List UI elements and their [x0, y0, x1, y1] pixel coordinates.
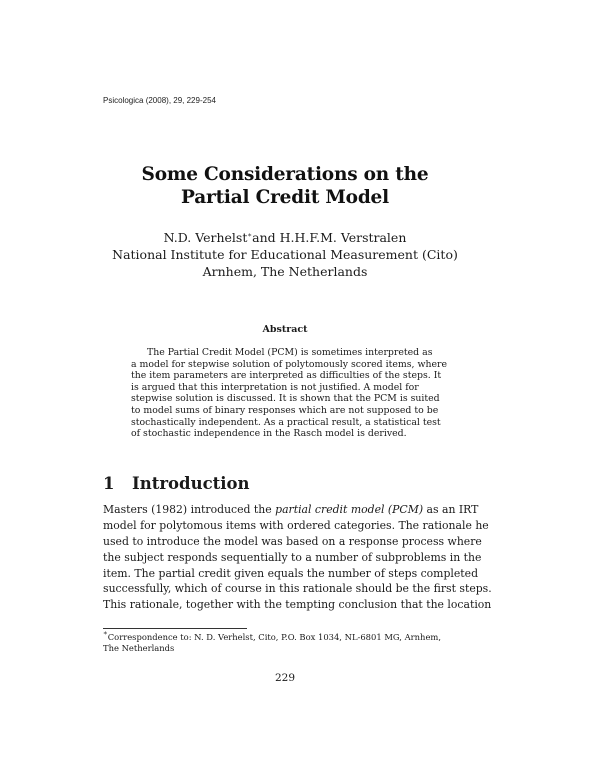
- body-line: model for polytomous items with ordered categories. The rationale he: [103, 518, 489, 532]
- body-text: [103, 502, 492, 613]
- abstract-heading: Abstract: [262, 324, 308, 335]
- abstract-line: stepwise solution is discussed. It is shown that the PCM is suited: [131, 393, 440, 405]
- term-pcm: partial credit model (PCM): [275, 503, 424, 516]
- section-number: 1: [103, 474, 115, 493]
- footnote-line: [103, 629, 465, 643]
- author-names-b: and H.H.F.M. Verstralen: [252, 230, 407, 245]
- institution: National Institute for Educational Measurement (Cito): [112, 247, 458, 262]
- body-line: the subject responds sequentially to a number of subproblems in the: [103, 550, 482, 564]
- abstract-line: to model sums of binary responses which are not supposed to be: [131, 404, 439, 416]
- abstract-line: of stochastic independence in the Rasch model is derived.: [131, 428, 407, 440]
- footnote-marker: ∗: [247, 231, 253, 239]
- paper-title-line-2: Partial Credit Model: [181, 187, 389, 208]
- abstract-line: stochastically independent. As a practical result, a statistical test: [131, 416, 441, 428]
- body-line: successfully, which of course in this rationale should be the first steps.: [103, 582, 492, 596]
- paper-title-line-1: Some Considerations on the: [141, 164, 429, 185]
- body-line: item. The partial credit given equals the number of steps completed: [103, 566, 479, 580]
- author-line: [0, 230, 570, 245]
- footnote-text-1: Correspondence to: N. D. Verhelst, Cito, P.O. Box 1034, NL-6801 MG, Arnhem,: [107, 632, 442, 642]
- footnote-line: The Netherlands: [103, 643, 175, 654]
- section-heading: [103, 474, 250, 493]
- location: Arnhem, The Netherlands: [202, 264, 368, 279]
- author-names-a: N.D. Verhelst: [163, 230, 248, 245]
- abstract-line: is argued that this interpretation is not justified. A model for: [131, 381, 419, 393]
- body-line: [103, 502, 479, 518]
- abstract-line: a model for stepwise solution of polytomously scored items, where: [131, 358, 447, 370]
- abstract-body: [131, 347, 447, 440]
- body-line: used to introduce the model was based on a response process where: [103, 534, 482, 548]
- footnote-mark: ∗: [103, 629, 108, 637]
- footnote: [103, 629, 465, 655]
- page-number: 229: [274, 672, 296, 684]
- abstract-line: The Partial Credit Model (PCM) is sometimes interpreted as: [147, 347, 433, 358]
- body-line: This rationale, together with the tempting conclusion that the location: [103, 598, 492, 612]
- body-line-1-post: as an IRT: [423, 503, 479, 516]
- journal-citation: Psicologica (2008), 29, 229-254: [103, 96, 216, 105]
- body-line-1-pre: Masters (1982) introduced the: [103, 503, 276, 516]
- abstract-line: the item parameters are interpreted as difficulties of the steps. It: [131, 370, 442, 382]
- footnote-rule: [103, 628, 247, 629]
- section-title: Introduction: [132, 474, 250, 493]
